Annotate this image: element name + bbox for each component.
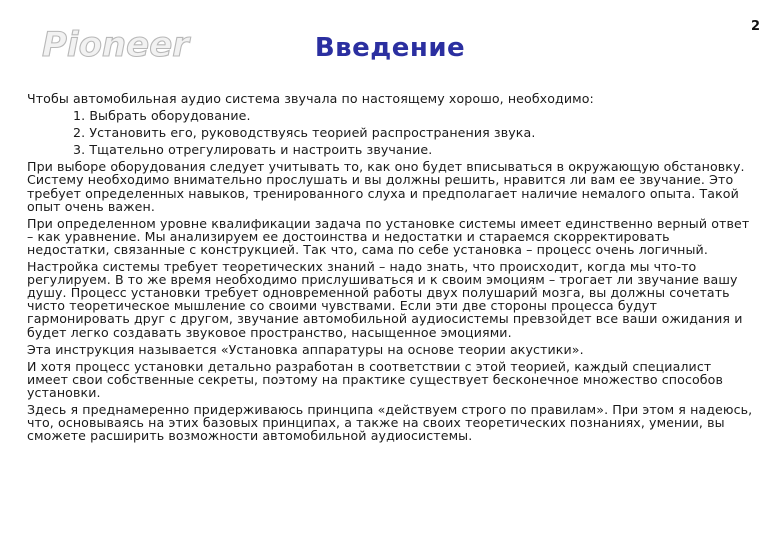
paragraph: При определенном уровне квалификации задача по установке системы имеет единственно верный ответ – как уравнение. Мы анализируем ее достоинства и недостатки и стараемся скорректировать недостатки, связанные с конструкцией. Так что, сама по себе установка – процесс очень логичный. xyxy=(27,215,750,257)
paragraph: И хотя процесс установки детально разработан в соответствии с этой теорией, каждый специалист имеет свои собственные секреты, поэтому на практике существует бесконечное множество способов установки. xyxy=(27,358,723,400)
page-number: 2 xyxy=(750,19,760,34)
page-title: Введение xyxy=(314,33,466,63)
logo-text: Pioneer xyxy=(42,25,190,65)
steps-list xyxy=(27,109,755,156)
paragraph: При выборе оборудования следует учитывать то, как оно будет вписываться в окружающую обстановку. Систему необходимо внимательно прослушать и вы должны решить, нравится ли вам ее звучание. Это требует определенных навыков, тренированного слуха и предполагает наличие немалого опыта. Такой опыт очень важен. xyxy=(27,159,745,214)
paragraph: Здесь я преднамеренно придерживаюсь принципа «действуем строго по правилам». При этом я надеюсь, что, основываясь на этих базовых принципах, а также на своих теоретических познаниях, умении, вы сможете расширить возможности автомобильной аудиосистемы. xyxy=(27,401,753,444)
paragraph: Настройка системы требует теоретических знаний – надо знать, что происходит, когда мы что-то регулируем. В то же время необходимо прислушиваться и к своим эмоциям – трогает ли звучание вашу душу. Процесс установки требует одновременной работы двух полушарий мозга, вы должны сочетать чисто теоретическое мышление со своими чувствами. Если эти две стороны процесса будут гармонировать друг с другом, звучание автомобильной аудиосистемы превзойдет все ваши ожидания и будет легко создавать звуковое пространство, насыщенное эмоциями. xyxy=(27,259,743,340)
intro-paragraph: Чтобы автомобильная аудио система звучала по настоящему хорошо, необходимо: xyxy=(27,91,594,106)
list-item: 1. Выбрать оборудование. xyxy=(73,108,251,124)
body-text xyxy=(27,92,755,446)
list-item: 2. Установить его, руководствуясь теорией распространения звука. xyxy=(73,125,536,141)
paragraph: Эта инструкция называется «Установка аппаратуры на основе теории акустики». xyxy=(27,341,584,357)
list-item: 3. Тщательно отрегулировать и настроить звучание. xyxy=(73,142,433,158)
